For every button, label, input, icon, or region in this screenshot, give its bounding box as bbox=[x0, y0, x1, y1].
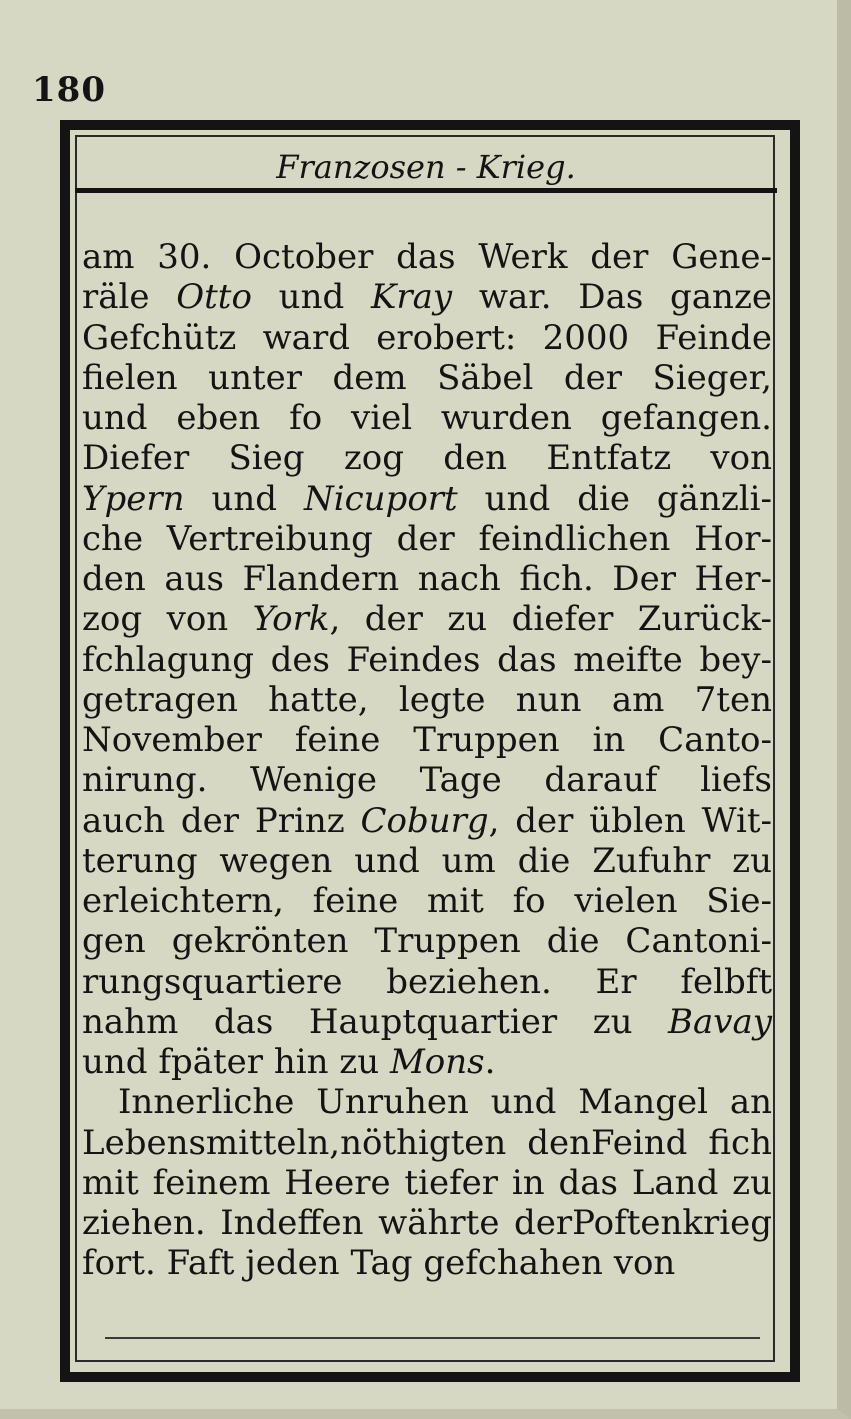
text-line bbox=[82, 358, 772, 398]
text-line bbox=[82, 1203, 772, 1243]
running-title: Franzosen - Krieg. bbox=[276, 148, 576, 186]
text-segment: am 30. October das Werk der Gene- bbox=[82, 237, 772, 277]
italic-name: Ypern bbox=[82, 478, 185, 519]
italic-name: Bavay bbox=[668, 1001, 772, 1042]
text-segment: zog von bbox=[82, 599, 253, 640]
text-line bbox=[82, 841, 772, 881]
text-line bbox=[82, 640, 772, 680]
text-segment: fort. Faft jeden Tag gefchahen von bbox=[82, 1243, 676, 1284]
text-line bbox=[82, 921, 772, 961]
text-line bbox=[82, 277, 772, 317]
text-segment: Diefer Sieg zog den Entfatz von bbox=[82, 438, 772, 479]
text-segment: den aus Flandern nach fich. Der Her- bbox=[82, 559, 772, 599]
text-segment: nirung. Wenige Tage darauf liefs bbox=[82, 760, 772, 801]
text-line bbox=[82, 237, 772, 277]
text-segment: rungsquartiere beziehen. Er felbft bbox=[82, 961, 772, 1002]
text-segment: , der üblen Wit- bbox=[488, 800, 772, 841]
text-segment: und bbox=[184, 478, 304, 519]
text-line bbox=[82, 720, 772, 760]
text-segment: und bbox=[251, 277, 371, 318]
text-line bbox=[82, 1002, 772, 1042]
text-line bbox=[82, 1243, 772, 1283]
text-segment: war. Das ganze bbox=[452, 277, 772, 318]
footer-rule bbox=[105, 1337, 760, 1339]
text-segment: mit feinem Heere tiefer in das Land zu bbox=[82, 1162, 772, 1203]
italic-name: Mons bbox=[389, 1042, 485, 1082]
text-line bbox=[82, 599, 772, 639]
italic-name: Otto bbox=[176, 277, 252, 318]
text-segment: erleichtern, feine mit fo vielen Sie- bbox=[82, 881, 772, 921]
italic-name: Coburg bbox=[360, 800, 489, 841]
text-line bbox=[82, 479, 772, 519]
text-segment: , der zu diefer Zurück- bbox=[329, 599, 772, 640]
text-segment: räle bbox=[82, 277, 177, 318]
text-line bbox=[82, 881, 772, 921]
text-line bbox=[82, 680, 772, 720]
text-line bbox=[82, 1123, 772, 1163]
text-segment: terung wegen und um die Zufuhr zu bbox=[82, 840, 772, 881]
header-rule bbox=[75, 188, 777, 193]
italic-name: York bbox=[252, 599, 330, 640]
italic-name: Nicuport bbox=[303, 478, 458, 519]
text-line bbox=[82, 801, 772, 841]
text-line bbox=[82, 559, 772, 599]
text-line bbox=[82, 1163, 772, 1203]
text-segment: und eben fo viel wurden gefangen. bbox=[82, 398, 772, 438]
page-number: 180 bbox=[32, 70, 106, 110]
text-segment: und fpäter hin zu bbox=[82, 1042, 390, 1082]
text-line bbox=[82, 438, 772, 478]
text-segment: nahm das Hauptquartier zu bbox=[82, 1001, 669, 1042]
text-segment: fielen unter dem Säbel der Sieger, bbox=[82, 357, 772, 398]
text-line bbox=[82, 398, 772, 438]
text-segment: November feine Truppen in Canto- bbox=[82, 720, 772, 760]
text-line bbox=[82, 962, 772, 1002]
text-segment: auch der Prinz bbox=[82, 800, 361, 841]
text-line bbox=[82, 1082, 772, 1122]
text-segment: Innerliche Unruhen und Mangel an bbox=[118, 1082, 772, 1123]
text-segment: und die gänzli- bbox=[457, 478, 772, 519]
text-line bbox=[82, 519, 772, 559]
text-line bbox=[82, 760, 772, 800]
text-line bbox=[82, 1042, 772, 1082]
text-segment: fchlagung des Feindes das meifte bey- bbox=[82, 639, 772, 680]
text-segment: che Vertreibung der feindlichen Hor- bbox=[82, 518, 772, 559]
text-segment: getragen hatte, legte nun am 7ten bbox=[82, 679, 772, 720]
text-segment: . bbox=[484, 1042, 496, 1082]
body-text bbox=[82, 237, 772, 1284]
text-segment: ziehen. Indeffen währte derPoftenkrieg bbox=[82, 1203, 772, 1243]
text-segment: gen gekrönten Truppen die Cantoni- bbox=[82, 921, 772, 962]
italic-name: Kray bbox=[370, 277, 453, 318]
text-segment: Lebensmitteln,nöthigten denFeind fich bbox=[82, 1122, 772, 1163]
text-segment: Gefchütz ward erobert: 2000 Feinde bbox=[82, 317, 772, 358]
text-line bbox=[82, 318, 772, 358]
